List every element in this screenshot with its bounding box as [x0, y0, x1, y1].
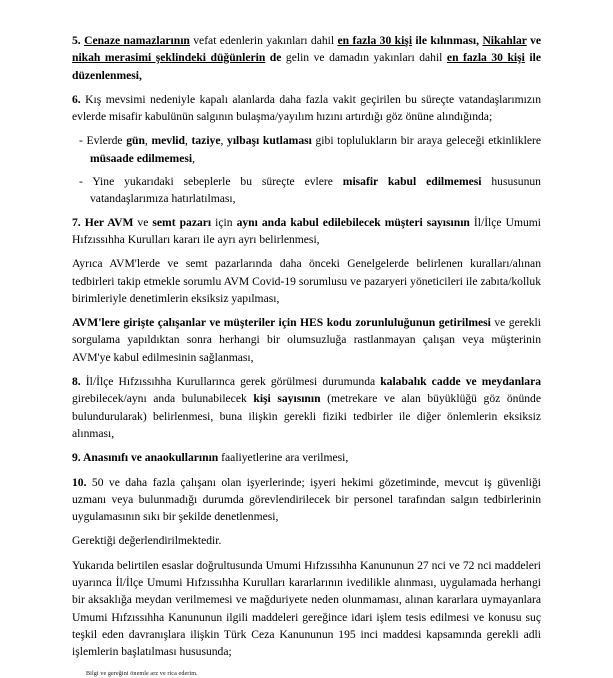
item-6-run-0: 6. [72, 92, 86, 106]
paragraph-7a [72, 255, 541, 307]
item-7-run-5: için [211, 215, 237, 229]
numbered-item-5 [72, 32, 541, 84]
dash-1-run-3: , [144, 134, 152, 148]
dash-1-run-8: yılbaşı kutlaması [227, 134, 312, 148]
item-8-run-2: kalabalık cadde ve meydanlara [375, 375, 542, 389]
item-5-run-7: nikah merasimi şeklindeki düğünlerin [72, 51, 266, 65]
dash-2-run-0: - [79, 175, 93, 189]
dash-1-run-1: Evlerde [86, 134, 127, 148]
item-5-run-8: de [265, 51, 282, 65]
dash-1-run-9: gibi toplulukların bir araya geleceği etkinliklere [311, 134, 542, 148]
numbered-item-9 [72, 449, 541, 466]
dash-1-run-4: mevlid [151, 134, 185, 148]
item-5-run-3: en fazla 30 kişi [337, 34, 413, 47]
dash-2-run-2: misafir kabul edilmemesi [342, 175, 482, 189]
dash-1-run-6: taziye [191, 134, 221, 148]
item-8-run-0: 8. [72, 375, 86, 389]
item-10-run-1: 50 ve daha fazla çalışanı olan işyerlerinde; işyeri hekimi gözetiminde, mevcut iş güvenliği uzmanı veya bulunmadığı durumda görevlendirilecek bir personel tarafından salgın tedbirlerinin uygulamasının sıkı bir şekilde denetlenmesi, [72, 475, 542, 524]
item-6-run-1: Kış mevsimi nedeniyle kapalı alanlarda daha fazla vakit geçirilen bu süreçte vatandaşlarımızın evlerde misafir kabulünün salgının bulaşma/yayılım hızını artırdığı göz önüne alındığında; [72, 92, 542, 124]
item-5-run-11: ile düzenlenmesi, [72, 51, 541, 82]
item-9-run-0: 9. Anasınıfı ve anaokullarının [72, 451, 219, 465]
numbered-item-8 [72, 373, 541, 442]
item-8-run-4: kişi sayısının [253, 392, 321, 406]
item-5-run-5: Nikahlar [482, 34, 527, 47]
para-closing-law-run-0: Yukarıda belirtilen esaslar doğrultusunda Umumi Hıfzıssıhha Kanununun 27 nci ve 72 nci maddeleri uyarınca İl/İlçe Umumi Hıfzıssıhha Kurulları kararlarının ivedilikle alınması, uygulamada herhangi bir aksaklığa meydan verilmemesi ve mağduriyete neden olunmaması, alınan kararlara uymayanlara Umumi Hıfzıssıhha Kanununun ilgili maddeleri gereğince idari işlem tesis edilmesi ve konusu suç teşkil eden davranışlara ilişkin Türk Ceza Kanununun 195 inci maddesi kapsamında gerekli adli işlemlerin başlatılması hususunda; [72, 558, 541, 659]
item-5-run-1: Cenaze namazlarının [84, 34, 190, 47]
item-7-run-6: aynı anda kabul edilebilecek müşteri sayısının [236, 215, 470, 229]
item-7-run-7: İl/İlçe Umumi Hıfzıssıhha Kurulları kararı ile ayrı ayrı belirlenmesi, [72, 215, 542, 246]
dash-item-1 [72, 132, 541, 167]
item-7-run-4: semt pazarı [152, 215, 212, 229]
document-body [72, 32, 541, 678]
item-5-run-9: gelin ve damadın yakınları dahil [281, 51, 447, 65]
dash-1-run-5: , [184, 134, 192, 148]
paragraph-7b [72, 314, 541, 366]
dash-1-run-7: , [220, 134, 228, 148]
dash-1-run-11: , [192, 151, 195, 165]
closing-line: Bilgi ve gereğini önemle arz ve rica ederim. [86, 670, 198, 677]
paragraph-closing-law [72, 557, 541, 661]
numbered-item-10 [72, 474, 541, 526]
paragraph-gerektigi [72, 532, 541, 549]
item-7-run-0: 7. [72, 215, 85, 229]
item-7-run-1: Her [84, 215, 108, 229]
item-7-run-2: AVM [107, 215, 134, 229]
item-8-run-1: İl/İlçe Hıfzıssıhha Kurullarınca gerek görülmesi durumunda [85, 375, 376, 389]
numbered-item-7 [72, 214, 541, 249]
numbered-item-6 [72, 91, 541, 126]
item-5-run-2: vefat edenlerin yakınları dahil [189, 34, 338, 47]
dash-1-run-2: gün [126, 134, 145, 148]
item-8-run-3: girebilecek/aynı anda bulunabilecek [72, 392, 254, 406]
dash-1-run-0: - [79, 134, 87, 148]
item-5-run-6: ve [526, 34, 542, 47]
para-gerek-run-0: Gerektiği değerlendirilmektedir. [72, 534, 222, 548]
item-5-run-10: en fazla 30 kişi [446, 51, 525, 65]
item-5-run-0: 5. [72, 34, 85, 47]
para-7b-run-0: AVM'lere girişte çalışanlar ve müşteriler için HES kodu zorunluluğunun getirilmesi [72, 316, 491, 330]
para-7a-run-0: Ayrıca AVM'lerde ve semt pazarlarında daha önceki Genelgelerde belirlenen kuralları/alınan tedbirleri takip etmekle sorumlu AVM Covid-19 sorumlusu ve pazaryeri yöneticileri ile zabıta/kolluk birimleriyle denetimlerin eksiksiz yapılması, [72, 257, 541, 305]
dash-2-run-1: Yine yukarıdaki sebeplerle bu süreçte evlere [92, 175, 343, 189]
para-7b-run-1: ve gerekli sorgulama yapıldıktan sonra herhangi bir olumsuzluğa rastlanmayan çalışan veya müşterinin AVM'ye kabul edilmesinin sağlanması, [72, 316, 541, 364]
dash-1-run-10: müsaade edilmemesi [90, 151, 193, 165]
item-10-run-0: 10. [72, 475, 92, 489]
dash-2-run-3: hususunun vatandaşlarımıza hatırlatılması, [90, 175, 541, 206]
item-8-run-5: (metrekare ve alan büyüklüğü göz önünde bulundurularak) belirlenmesi, buna ilişkin gerekli fiziki tedbirler ile diğer önlemlerin eksiksiz alınması, [72, 392, 542, 440]
item-7-run-3: ve [133, 215, 153, 229]
item-9-run-1: faaliyetlerine ara verilmesi, [218, 451, 349, 465]
dash-item-2 [72, 173, 541, 208]
item-5-run-4: ile kılınması, [412, 34, 483, 47]
